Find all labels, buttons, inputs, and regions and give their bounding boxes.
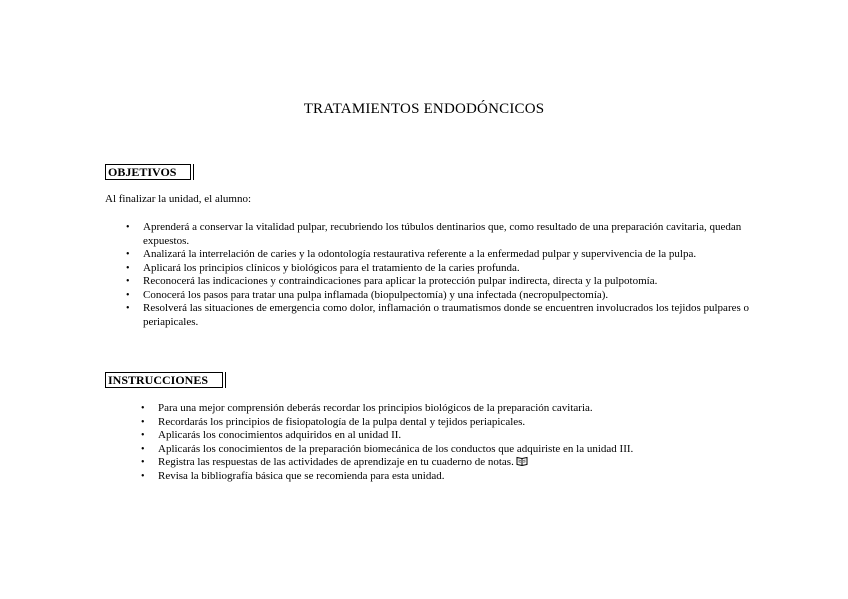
document-title: TRATAMIENTOS ENDODÓNCICOS <box>303 101 545 117</box>
list-item-text: Registra las respuestas de las actividades de aprendizaje en tu cuaderno de notas. <box>158 456 514 468</box>
list-item-text: Aplicarás los conocimientos adquiridos en al unidad II. <box>158 429 402 441</box>
list-item-text: Resolverá las situaciones de emergencia como dolor, inflamación o traumatismos donde se encuentren involucrados los tejidos pulpares o periapicales. <box>143 302 750 328</box>
list-item <box>126 248 753 262</box>
list-item <box>141 456 718 470</box>
instrucciones-heading: INSTRUCCIONES <box>105 372 223 388</box>
list-item <box>141 429 718 443</box>
list-item <box>141 469 718 484</box>
bullet-icon: • <box>126 303 130 314</box>
list-item-text: Reconocerá las indicaciones y contraindicaciones para aplicar la protección pulpar indirecta, directa y la pulpotomía. <box>143 275 658 287</box>
list-item <box>126 288 753 303</box>
list-item-text: Analizará la interrelación de caries y la odontología restaurativa referente a la enfermedad pulpar y supervivencia de la pulpa. <box>143 248 697 260</box>
bullet-icon: • <box>126 249 130 260</box>
instrucciones-list <box>141 402 718 483</box>
bullet-icon: • <box>141 416 145 428</box>
bullet-icon: • <box>141 403 145 414</box>
open-book-icon <box>516 456 528 466</box>
objetivos-heading: OBJETIVOS <box>105 164 191 180</box>
list-item-text: Para una mejor comprensión deberás recordar los principios biológicos de la preparación cavitaria. <box>158 402 593 414</box>
bullet-icon: • <box>141 443 145 455</box>
bullet-icon: • <box>126 222 130 233</box>
bullet-icon: • <box>141 457 145 468</box>
list-item <box>126 302 753 329</box>
list-item-text: Aplicará los principios clínicos y biológicos para el tratamiento de la caries profunda. <box>143 261 520 274</box>
objetivos-list <box>126 221 753 329</box>
list-item <box>126 261 753 276</box>
objetivos-intro: Al finalizar la unidad, el alumno: <box>105 193 252 205</box>
bullet-icon: • <box>141 430 145 441</box>
list-item-text: Aprenderá a conservar la vitalidad pulpar, recubriendo los túbulos dentinarios que, como resultado de una preparación cavitaria, quedan expuestos. <box>143 221 742 247</box>
list-item-text: Revisa la bibliografía básica que se recomienda para esta unidad. <box>158 469 445 482</box>
bullet-icon: • <box>141 470 145 482</box>
list-item <box>126 221 753 248</box>
bullet-icon: • <box>126 289 130 301</box>
list-item-text: Aplicarás los conocimientos de la preparación biomecánica de los conductos que adquiriste en la unidad III. <box>158 442 634 455</box>
bullet-icon: • <box>126 276 130 287</box>
list-item <box>126 275 753 289</box>
list-item-text: Recordarás los principios de fisiopatología de la pulpa dental y tejidos periapicales. <box>158 415 526 428</box>
bullet-icon: • <box>126 262 130 274</box>
list-item <box>141 402 718 416</box>
list-item <box>141 415 718 430</box>
list-item-text: Conocerá los pasos para tratar una pulpa inflamada (biopulpectomía) y una infectada (necropulpectomía). <box>143 288 609 301</box>
list-item <box>141 442 718 457</box>
